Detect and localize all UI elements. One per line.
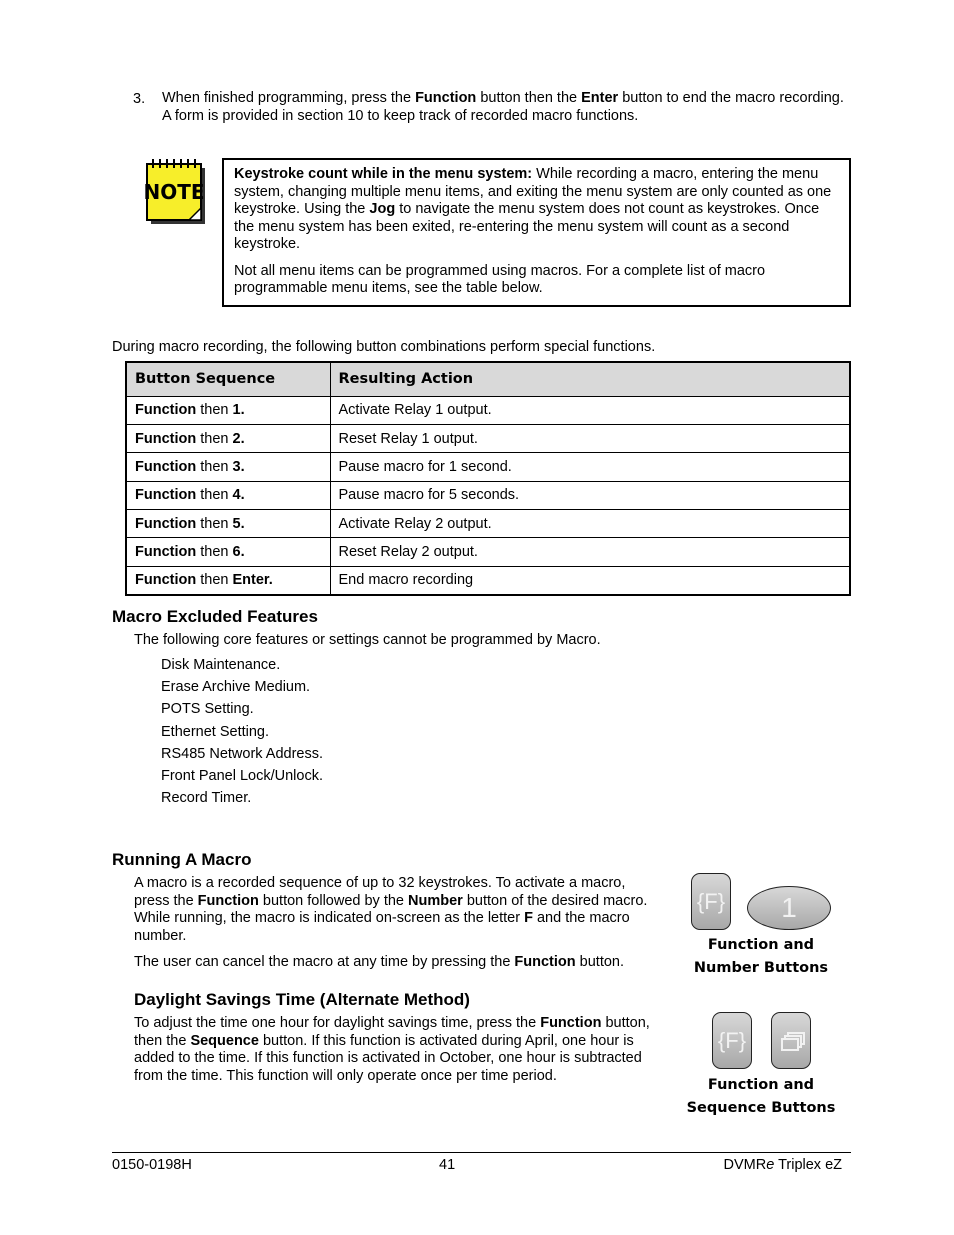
table-row [126,481,850,509]
resulting-action-cell: Reset Relay 2 output. [330,538,850,566]
excluded-intro: The following core features or settings cannot be programmed by Macro. [134,632,601,648]
step-3-text: When finished programming, press the Function button then the Enter button to end the macro recording. A form is provided in section 10 to keep track of recorded macro functions. [162,90,844,124]
note-icon-label: NOTE [145,180,205,204]
running-paragraph-1: A macro is a recorded sequence of up to 32 keystrokes. To activate a macro, press the Function button followed by the Number button of the desired macro. While running, the macro is indicated on-screen as the letter F and the macro number. [134,875,648,944]
button-sequence-cell: Function then 5. [126,510,330,538]
number-button-image: 1 [747,886,831,930]
dst-title: Daylight Savings Time (Alternate Method) [134,990,470,1009]
table-intro: During macro recording, the following button combinations perform special functions. [112,339,656,355]
button-sequence-cell: Function then 4. [126,481,330,509]
step-number: 3. [133,91,146,107]
button-sequence-cell: Function then 2. [126,424,330,452]
header-resulting-action: Resulting Action [330,362,850,396]
table-row [126,566,850,594]
function-button-image: {F} [712,1012,752,1069]
dst-text: To adjust the time one hour for daylight savings time, press the Function button, then the Sequence button. If this function is activated during April, one hour is added to the time. If this function is activated in October, one hour is subtracted from the time. This function will only operate once per time period. [134,1015,650,1084]
note-paragraph-2: Not all menu items can be programmed using macros. For a complete list of macro programmable menu items, see the table below. [234,262,766,296]
table-row [126,396,850,424]
table-row [126,453,850,481]
function-sequence-caption: Function and Sequence Buttons [686,1077,836,1116]
button-sequence-cell: Function then Enter. [126,566,330,594]
list-item: POTS Setting. [161,701,254,718]
resulting-action-cell: Pause macro for 5 seconds. [330,481,850,509]
button-sequence-table [125,361,851,596]
resulting-action-cell: End macro recording [330,566,850,594]
function-button-image: {F} [691,873,731,930]
button-sequence-cell: Function then 1. [126,396,330,424]
sequence-button-image [771,1012,811,1069]
list-item: Disk Maintenance. [161,657,281,673]
header-button-sequence: Button Sequence [126,362,330,396]
resulting-action-cell: Activate Relay 1 output. [330,396,850,424]
footer-doc-number: 0150-0198H [112,1157,192,1173]
list-item: Front Panel Lock/Unlock. [161,767,323,784]
resulting-action-cell: Reset Relay 1 output. [330,424,850,452]
running-text [134,875,664,972]
note-box [222,158,851,307]
running-paragraph-2: The user can cancel the macro at any time by pressing the Function button. [134,954,625,970]
list-item: RS485 Network Address. [161,745,323,762]
button-sequence-cell: Function then 3. [126,453,330,481]
note-paragraph-1: Keystroke count while in the menu system: While recording a macro, entering the menu system, changing multiple menu items, and exiting the menu system are only counted as one keystroke. Using the Jog to navigate the menu system does not count as keystrokes. Once the menu system has been exited, re-entering the menu system will count as a second keystroke. [234,166,832,252]
resulting-action-cell: Pause macro for 1 second. [330,453,850,481]
table-row [126,424,850,452]
table-row [126,510,850,538]
footer-page-number: 41 [439,1157,456,1173]
note-icon [145,156,207,226]
table-row [126,538,850,566]
footer-product-name: DVMRe Triplex eZ [723,1157,842,1173]
button-sequence-cell: Function then 6. [126,538,330,566]
function-number-caption: Function and Number Buttons [693,937,829,976]
resulting-action-cell: Activate Relay 2 output. [330,510,850,538]
list-item: Erase Archive Medium. [161,679,311,696]
list-item: Ethernet Setting. [161,723,270,740]
excluded-title: Macro Excluded Features [112,607,318,626]
table-header-row [126,362,850,396]
sequence-icon [772,1013,812,1070]
running-title: Running A Macro [112,850,252,869]
footer-rule [112,1152,851,1153]
excluded-list [161,656,323,811]
list-item: Record Timer. [161,790,252,807]
